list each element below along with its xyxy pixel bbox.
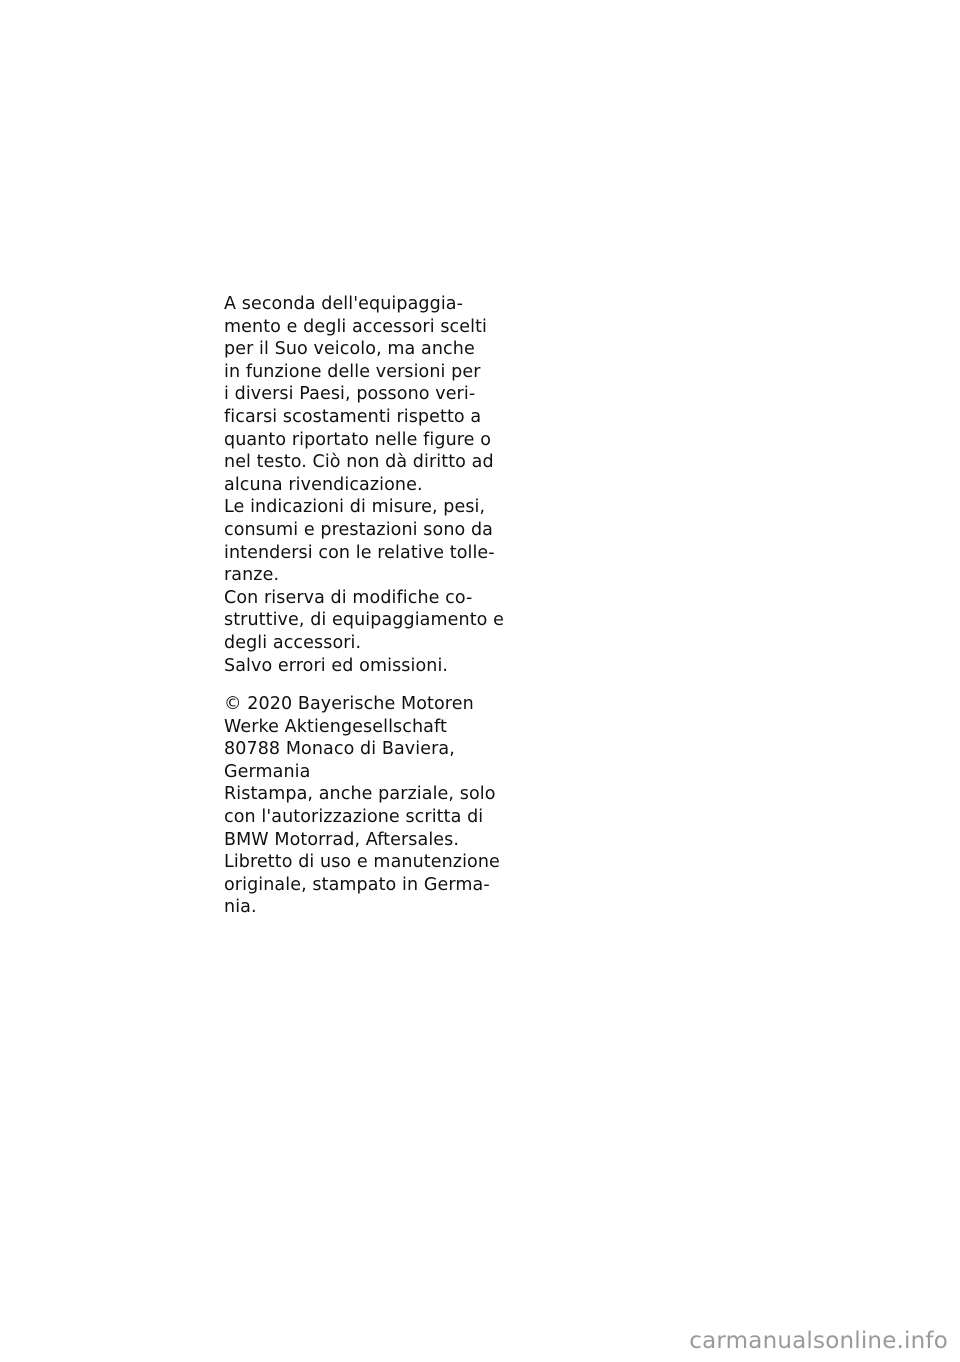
disclaimer-line: per il Suo veicolo, ma anche: [224, 339, 475, 360]
disclaimer-line: intendersi con le relative tolle-: [224, 542, 495, 563]
disclaimer-line: Le indicazioni di misure, pesi,: [224, 497, 486, 518]
disclaimer-line: degli accessori.: [224, 632, 362, 653]
copyright-line: Libretto di uso e manutenzione: [224, 852, 500, 873]
copyright-line: con l'autorizzazione scritta di: [224, 806, 484, 827]
copyright-line: © 2020 Bayerische Motoren: [224, 694, 474, 714]
disclaimer-line: consumi e prestazioni sono da: [224, 519, 494, 540]
copyright-line: Ristampa, anche parziale, solo: [224, 784, 496, 805]
disclaimer-line: ficarsi scostamenti rispetto a: [224, 406, 482, 427]
copyright-line: 80788 Monaco di Baviera,: [224, 739, 455, 760]
copyright-line: BMW Motorrad, Aftersales.: [224, 829, 460, 850]
disclaimer-line: alcuna rivendicazione.: [224, 474, 423, 495]
disclaimer-line: struttive, di equipaggiamento e: [224, 610, 504, 631]
copyright-line: nia.: [224, 897, 257, 918]
disclaimer-line: ranze.: [224, 565, 280, 586]
disclaimer-text: [224, 293, 504, 677]
watermark: carmanualsonline.info: [689, 1328, 948, 1354]
disclaimer-line: i diversi Paesi, possono veri-: [224, 384, 476, 405]
copyright-line: Werke Aktiengesellschaft: [224, 716, 447, 737]
disclaimer-line: in funzione delle versioni per: [224, 361, 481, 382]
copyright-text: [224, 693, 504, 919]
disclaimer-line: Con riserva di modifiche co-: [224, 587, 473, 608]
disclaimer-line: A seconda dell'equipaggia-: [224, 294, 464, 314]
disclaimer-line: Salvo errori ed omissioni.: [224, 655, 449, 676]
copyright-line: originale, stampato in Germa-: [224, 874, 490, 895]
disclaimer-line: mento e degli accessori scelti: [224, 316, 488, 337]
copyright-line: Germania: [224, 761, 311, 782]
disclaimer-line: nel testo. Ciò non dà diritto ad: [224, 452, 494, 473]
disclaimer-line: quanto riportato nelle figure o: [224, 429, 492, 450]
